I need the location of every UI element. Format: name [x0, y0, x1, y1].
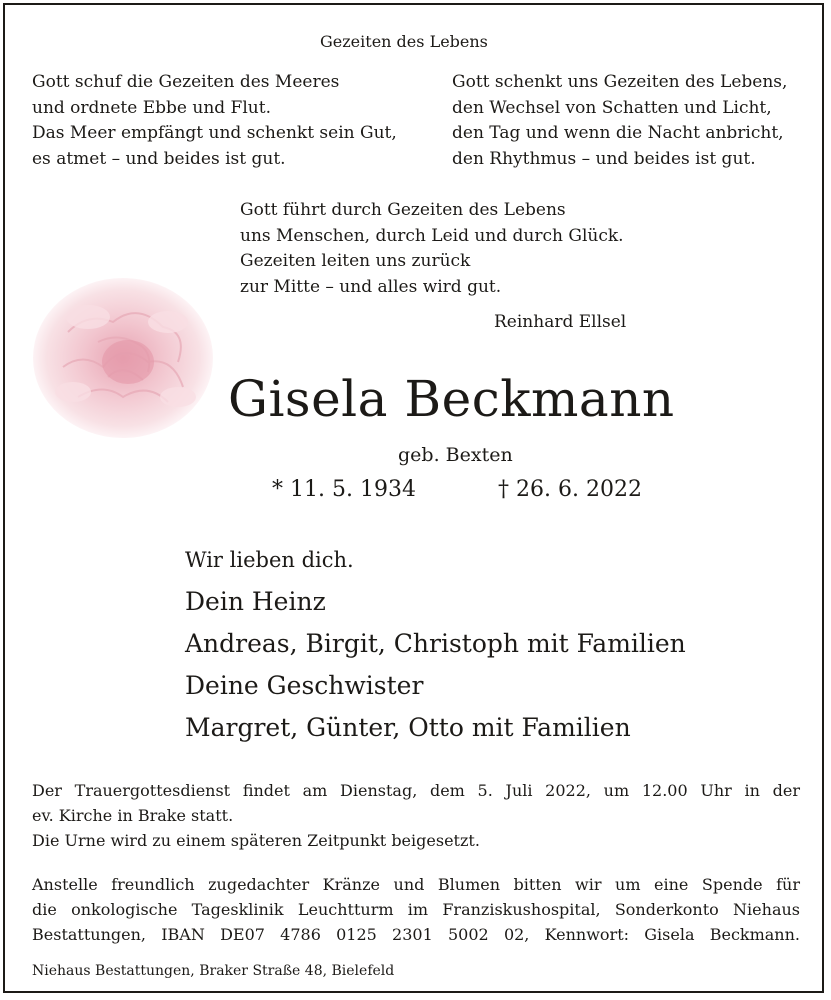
poem-line: den Tag und wenn die Nacht anbricht, — [452, 123, 784, 143]
poem-line: Gott schenkt uns Gezeiten des Lebens, — [452, 72, 788, 92]
poem-title: Gezeiten des Lebens — [320, 32, 488, 51]
poem-line: und ordnete Ebbe und Flut. — [32, 97, 271, 118]
mourner-line: Wir lieben dich. — [185, 548, 354, 572]
mourners-list — [185, 539, 686, 749]
notice-line: Der Trauergottesdienst findet am Dienstag, dem 5. Juli 2022, um 12.00 Uhr in der — [32, 781, 800, 800]
service-notice — [32, 778, 800, 853]
mourner-line: Andreas, Birgit, Christoph mit Familien — [185, 629, 686, 658]
poem-line: zur Mitte – und alles wird gut. — [240, 276, 502, 297]
urn-notice: Die Urne wird zu einem späteren Zeitpunkt beigesetzt. — [32, 831, 480, 850]
notice-line: ev. Kirche in Brake statt. — [32, 806, 234, 825]
carnation-flower-icon — [28, 272, 218, 442]
notice-line: Anstelle freundlich zugedachter Kränze und Blumen bitten wir um eine Spende für — [32, 875, 800, 894]
notice-line: die onkologische Tagesklinik Leuchtturm im Franziskushospital, Sonderkonto Niehaus — [32, 900, 800, 919]
poem-line: Gezeiten leiten uns zurück — [240, 251, 471, 271]
death-date: † 26. 6. 2022 — [498, 477, 642, 502]
poem-line: uns Menschen, durch Leid und durch Glück. — [240, 225, 624, 246]
mourner-line: Dein Heinz — [185, 587, 326, 616]
poem-line: Gott führt durch Gezeiten des Lebens — [240, 200, 566, 220]
poem-author: Reinhard Ellsel — [494, 312, 627, 332]
poem-stanza-left — [32, 70, 397, 172]
poem-line: den Wechsel von Schatten und Licht, — [452, 97, 772, 118]
donation-notice — [32, 872, 800, 947]
poem-line: Das Meer empfängt und schenkt sein Gut, — [32, 123, 397, 143]
poem-line: Gott schuf die Gezeiten des Meeres — [32, 72, 340, 92]
funeral-home-footer: Niehaus Bestattungen, Braker Straße 48, Bielefeld — [32, 963, 395, 979]
birth-name: geb. Bexten — [398, 444, 513, 466]
notice-line: Bestattungen, IBAN DE07 4786 0125 2301 5002 02, Kennwort: Gisela Beckmann. — [32, 925, 800, 944]
poem-stanza-center — [240, 198, 624, 300]
poem-stanza-right — [452, 70, 787, 172]
mourner-line: Margret, Günter, Otto mit Familien — [185, 713, 631, 742]
deceased-name: Gisela Beckmann — [228, 370, 675, 428]
poem-line: den Rhythmus – und beides ist gut. — [452, 148, 756, 169]
poem-line: es atmet – und beides ist gut. — [32, 148, 286, 169]
mourner-line: Deine Geschwister — [185, 671, 424, 700]
birth-date: * 11. 5. 1934 — [272, 477, 416, 502]
